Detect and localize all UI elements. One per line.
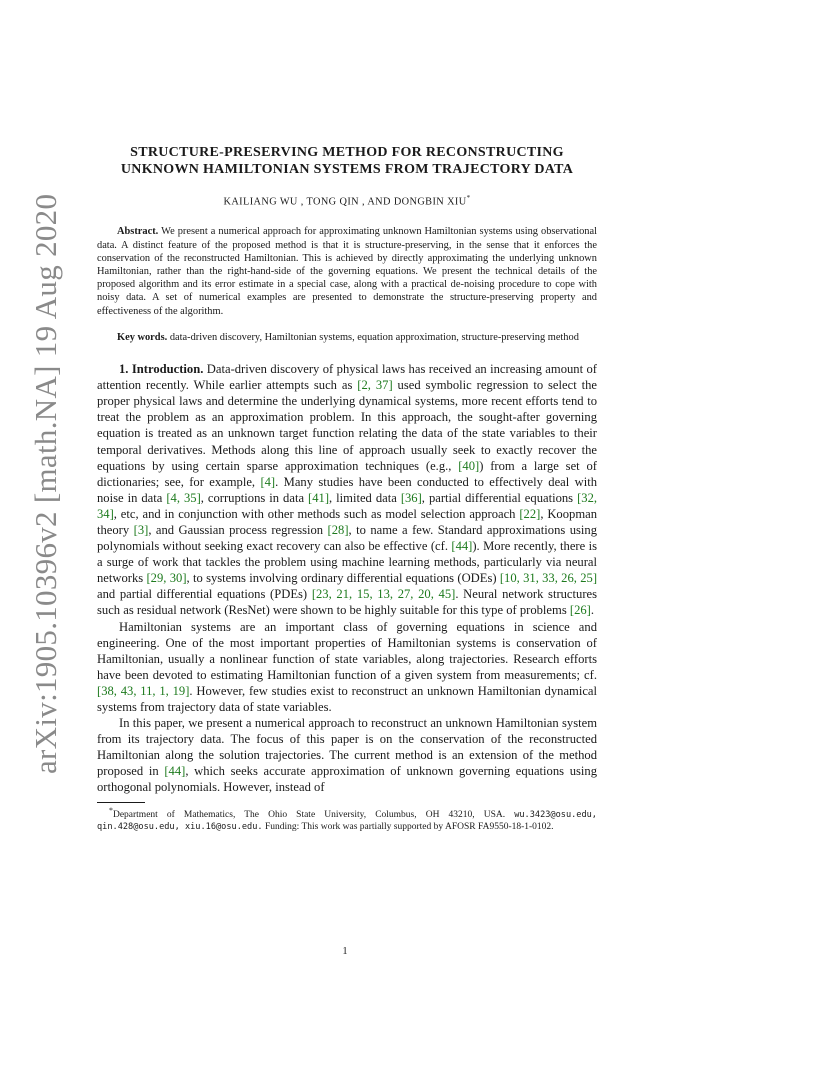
paragraph-text: , to systems involving ordinary differential equations (ODEs) xyxy=(186,571,500,586)
footnote-divider xyxy=(97,802,145,803)
citation-link[interactable]: [26] xyxy=(569,603,591,618)
citation-link[interactable]: [3] xyxy=(133,522,149,537)
footnote-emails[interactable]: wu.3423@osu.edu, qin.428@osu.edu, xiu.16@osu.edu. xyxy=(97,809,597,832)
paragraph-text: , to name a few. Standard approximations using polynomials without seeking exact recovery can also be effective (cf. xyxy=(97,522,597,554)
intro-paragraph-3 xyxy=(97,715,597,795)
paragraph-text: . xyxy=(590,603,595,618)
paragraph-text: . Neural network structures such as residual network (ResNet) were shown to be highly suitable for this type of problems xyxy=(97,587,598,618)
paragraph-text: , corruptions in data xyxy=(200,490,309,505)
paragraph-text: ). More recently, there is a surge of work that tackles the problem using machine learning methods, particularly via neural networks xyxy=(97,539,598,586)
page-number: 1 xyxy=(342,946,348,957)
keywords xyxy=(97,331,597,344)
paragraph-text: Data-driven discovery of physical laws has received an increasing amount of attention recently. While earlier attempts such as xyxy=(97,362,597,393)
paragraph-text: and partial differential equations (PDEs) xyxy=(97,587,312,602)
keywords-label: Key words. xyxy=(117,331,168,343)
paragraph-text: , Koopman theory xyxy=(97,506,598,537)
citation-link[interactable]: [23, 21, 15, 13, 27, 20, 45] xyxy=(311,587,456,602)
paragraph-text: In this paper, we present a numerical approach to reconstruct an unknown Hamiltonian system from its trajectory data. The focus of this paper is on the conservation of the reconstructed Hamiltonian along the solution trajectories. The current method is an extension of the method proposed in xyxy=(97,716,597,779)
intro-paragraph-2 xyxy=(97,619,597,716)
paragraph-text: used symbolic regression to select the proper physical laws and determine the underlying dynamical systems, more recent efforts tend to treat the problem as an approximation problem. In this approach, the sought-after governing equation is treated as an unknown target function relating the data of the state variables to their temporal derivatives. Methods along this line of approach usually seek to exactly recover the equations by using certain sparse approximation techniques (e.g., xyxy=(97,378,597,473)
footnote-funding: Funding: This work was partially supported by AFOSR FA9550-18-1-0102. xyxy=(262,821,554,832)
paragraph-text: , partial differential equations xyxy=(421,490,578,505)
intro-paragraph-1 xyxy=(97,361,597,619)
authors xyxy=(97,194,597,207)
paper-page xyxy=(97,145,597,833)
footnote-mark: * xyxy=(109,805,113,815)
citation-link[interactable]: [10, 31, 33, 26, 25] xyxy=(499,571,598,586)
citation-link[interactable]: [22] xyxy=(519,506,541,521)
author-footnote-mark[interactable]: * xyxy=(466,194,471,202)
paragraph-3-body xyxy=(97,716,597,794)
footnote-affiliation: Department of Mathematics, The Ohio State University, Columbus, OH 43210, USA. xyxy=(112,809,515,820)
citation-link[interactable]: [4] xyxy=(260,474,276,489)
paragraph-text: . Many studies have been conducted to effectively deal with noise in data xyxy=(97,474,598,505)
paragraph-text: , which seeks accurate approximation of unknown governing equations using orthogonal polynomials. However, instead of xyxy=(97,764,597,795)
paper-title xyxy=(97,145,597,178)
citation-link[interactable]: [36] xyxy=(400,490,422,505)
abstract-label: Abstract. xyxy=(117,226,159,238)
paragraph-1-body xyxy=(97,362,597,617)
citation-link[interactable]: [44] xyxy=(164,764,186,779)
paragraph-2-body xyxy=(97,620,597,714)
citation-link[interactable]: [38, 43, 11, 1, 19] xyxy=(97,683,190,698)
abstract xyxy=(97,225,597,317)
section-heading: 1. Introduction. xyxy=(119,362,204,377)
title-line-2: UNKNOWN HAMILTONIAN SYSTEMS FROM TRAJECTORY DATA xyxy=(120,161,574,177)
keywords-text: data-driven discovery, Hamiltonian systems, equation approximation, structure-preserving method xyxy=(169,331,579,343)
introduction-section xyxy=(97,361,597,796)
citation-link[interactable]: [32, 34] xyxy=(97,490,598,521)
citation-link[interactable]: [44] xyxy=(451,539,473,554)
paragraph-text: ) from a large set of dictionaries; see, for example, xyxy=(97,458,597,489)
arxiv-stamp: arXiv:1905.10396v2 [math.NA] 19 Aug 2020 xyxy=(28,193,63,774)
citation-link[interactable]: [4, 35] xyxy=(166,490,201,505)
paragraph-text: , limited data xyxy=(329,490,401,505)
author-names: KAILIANG WU , TONG QIN , AND DONGBIN XIU xyxy=(223,196,467,208)
citation-link[interactable]: [41] xyxy=(308,490,330,505)
title-line-1: STRUCTURE-PRESERVING METHOD FOR RECONSTRUCTING xyxy=(130,145,564,160)
citation-link[interactable]: [40] xyxy=(458,458,480,473)
paragraph-text: , etc, and in conjunction with other methods such as model selection approach xyxy=(113,506,520,521)
paragraph-text: , and Gaussian process regression xyxy=(148,522,328,537)
abstract-text: We present a numerical approach for approximating unknown Hamiltonian systems using observational data. A distinct feature of the proposed method is that it is structure-preserving, in the sense that it enforces the conservation of the reconstructed Hamiltonian. This is achieved by directly approximating the underlying unknown Hamiltonian, rather than the right-hand-side of the governing equations. We present the technical details of the proposed algorithm and its error estimate in a special case, along with a practical de-noising procedure to cope with noisy data. A set of numerical examples are presented to demonstrate the structure-preserving property and effectiveness of the algorithm. xyxy=(97,226,597,317)
footnote xyxy=(97,805,597,833)
citation-link[interactable]: [2, 37] xyxy=(357,378,393,393)
paragraph-text: Hamiltonian systems are an important class of governing equations in science and engineering. One of the most important properties of Hamiltonian systems is conservation of Hamiltonian, usually a nonlinear function of state variables, along trajectories. Research efforts have been devoted to estimating Hamiltonian function of a given system from measurements; cf. xyxy=(97,619,597,682)
citation-link[interactable]: [29, 30] xyxy=(146,571,187,586)
paragraph-text: . However, few studies exist to reconstruct an unknown Hamiltonian dynamical systems from trajectory data of state variables. xyxy=(97,683,598,715)
citation-link[interactable]: [28] xyxy=(327,522,349,537)
